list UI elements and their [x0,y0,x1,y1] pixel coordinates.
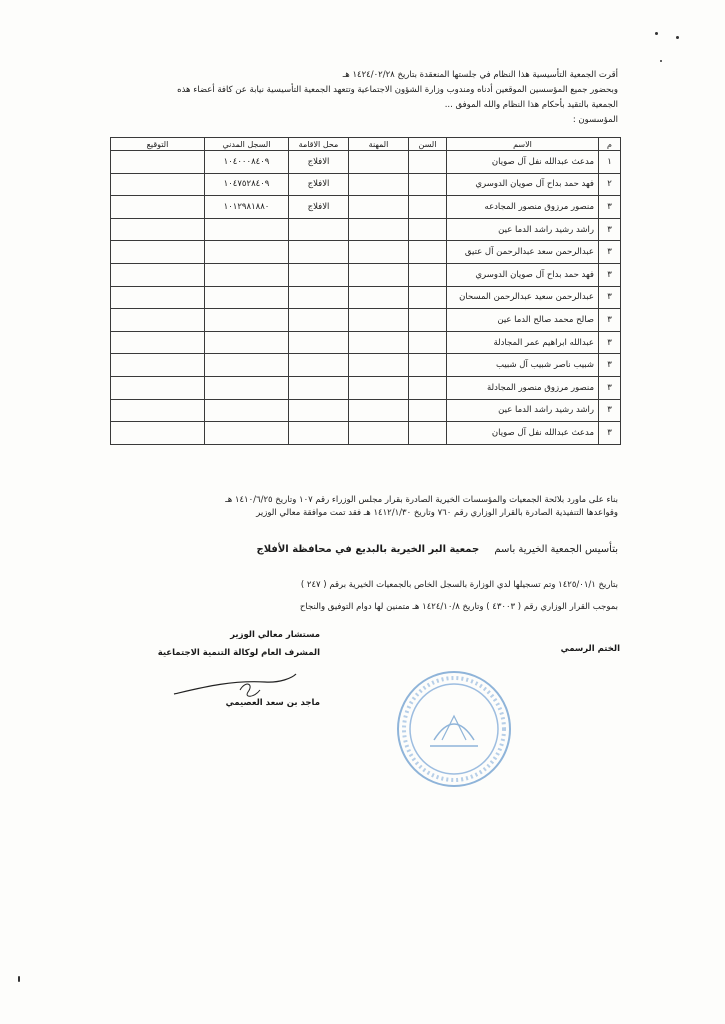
cell-civil-id [205,241,289,264]
table-row [111,399,621,422]
cell-signature [111,309,205,332]
founders-label: المؤسسون : [572,115,618,125]
cell-num: ٣ [599,354,621,377]
cell-job [349,218,409,241]
cell-age [409,354,447,377]
founders-table [110,137,621,445]
signer-name: ماجد بن سعد العصيمي [225,698,320,708]
header-age: السن [409,138,447,151]
cell-num: ٣ [599,399,621,422]
cell-name: منصور مرزوق منصور المجادلة [447,376,599,399]
cell-signature [111,399,205,422]
cell-age [409,173,447,196]
cell-residence [289,286,349,309]
intro-line: الجمعية بالتقيد بأحكام هذا النظام والله الموفق ... [444,100,618,110]
scan-speck [676,36,679,39]
cell-age [409,422,447,445]
cell-job [349,331,409,354]
header-residence: محل الاقامة [289,138,349,151]
cell-civil-id [205,309,289,332]
cell-civil-id [205,376,289,399]
scan-speck [18,976,20,982]
decree-line: بناء على ماورد بلائحة الجمعيات والمؤسسات الخيرية الصادرة بقرار مجلس الوزراء رقم ١٠٧ وتاريخ ١٤١٠/٦/٢٥ هـ [225,495,618,505]
cell-residence [289,263,349,286]
cell-signature [111,173,205,196]
cell-job [349,376,409,399]
cell-civil-id: ١٠٤٧٥٢٨٤٠٩ [205,173,289,196]
cell-name: مدعث عبدالله نفل آل صويان [447,151,599,174]
cell-job [349,173,409,196]
cell-civil-id [205,218,289,241]
cell-residence: الافلاج [289,151,349,174]
cell-signature [111,241,205,264]
cell-name: منصور مرزوق منصور المجادعه [447,196,599,219]
intro-line: وبحضور جميع المؤسسين الموقعين أدناه ومندوب وزارة الشؤون الاجتماعية وتتعهد الجمعية التأسيسية نيابة عن كافة أعضاء هذه [177,85,618,95]
charity-name: جمعية البر الخيرية بالبديع في محافظة الأفلاج [256,544,480,555]
cell-residence [289,399,349,422]
cell-job [349,399,409,422]
table-row [111,422,621,445]
official-seal-stamp [394,668,514,790]
cell-name: عبدالرحمن سعد عبدالرحمن آل عتيق [447,241,599,264]
cell-num: ٣ [599,218,621,241]
cell-age [409,151,447,174]
founding-prefix: بتأسيس الجمعية الخيرية باسم [494,544,618,555]
cell-num: ٣ [599,241,621,264]
cell-name: راشد رشيد راشد الدما عين [447,218,599,241]
cell-num: ٣ [599,286,621,309]
cell-num: ٢ [599,173,621,196]
cell-num: ٣ [599,422,621,445]
cell-num: ١ [599,151,621,174]
official-seal-label: الختم الرسمي [560,644,620,654]
cell-job [349,151,409,174]
intro-paragraph [118,68,618,128]
cell-num: ٣ [599,196,621,219]
table-row [111,354,621,377]
cell-job [349,286,409,309]
founding-line [118,544,618,555]
cell-age [409,331,447,354]
cell-job [349,422,409,445]
cell-civil-id [205,263,289,286]
cell-job [349,263,409,286]
cell-age [409,286,447,309]
cell-name: راشد رشيد راشد الدما عين [447,399,599,422]
cell-age [409,196,447,219]
registration-line: بموجب القرار الوزاري رقم ( ٤٣٠٠٣ ) وتاريخ ١٤٢٤/١٠/٨ هـ متمنين لها دوام التوفيق والنجاح [299,602,618,612]
cell-residence [289,241,349,264]
table-row [111,151,621,174]
decree-paragraph [118,494,618,520]
cell-signature [111,354,205,377]
table-row [111,286,621,309]
cell-num: ٣ [599,263,621,286]
cell-civil-id [205,399,289,422]
signer-title: مستشار معالي الوزير [230,630,320,640]
table-row [111,218,621,241]
cell-name: فهد حمد بداح آل صويان الدوسري [447,263,599,286]
decree-line: وقواعدها التنفيذية الصادرة بالقرار الوزاري رقم ٧٦٠ وتاريخ ١٤١٢/١/٣٠ هـ فقد تمت موافقة معالي الوزير [256,508,618,518]
cell-residence [289,422,349,445]
cell-residence [289,376,349,399]
cell-signature [111,263,205,286]
cell-civil-id [205,286,289,309]
cell-name: صالح محمد صالح الدما عين [447,309,599,332]
table-header-row [111,138,621,151]
intro-line: أقرت الجمعية التأسيسية هذا النظام في جلستها المنعقدة بتاريخ ١٤٢٤/٠٢/٢٨ هـ [342,70,618,80]
handwritten-signature [170,672,300,702]
cell-age [409,376,447,399]
cell-civil-id [205,422,289,445]
scan-speck [655,32,658,35]
cell-residence [289,354,349,377]
registration-line: بتاريخ ١٤٢٥/٠١/١ وتم تسجيلها لدي الوزارة بالسجل الخاص بالجمعيات الخيرية برقم ( ٢٤٧ ) [300,580,618,590]
cell-age [409,309,447,332]
cell-job [349,309,409,332]
cell-civil-id: ١٠١٢٩٨١٨٨٠ [205,196,289,219]
cell-age [409,218,447,241]
header-job: المهنة [349,138,409,151]
cell-age [409,241,447,264]
cell-num: ٣ [599,309,621,332]
signer-role: المشرف العام لوكالة التنمية الاجتماعية [157,648,320,658]
cell-num: ٣ [599,331,621,354]
cell-signature [111,196,205,219]
cell-signature [111,331,205,354]
table-row [111,263,621,286]
header-civil-id: السجل المدني [205,138,289,151]
table-row [111,241,621,264]
table-row [111,309,621,332]
cell-name: عبدالرحمن سعيد عبدالرحمن المسحان [447,286,599,309]
cell-residence [289,309,349,332]
cell-age [409,399,447,422]
table-row [111,173,621,196]
cell-residence [289,331,349,354]
cell-civil-id [205,354,289,377]
cell-job [349,196,409,219]
cell-civil-id [205,331,289,354]
cell-signature [111,218,205,241]
cell-name: فهد حمد بداح آل صويان الدوسري [447,173,599,196]
cell-signature [111,376,205,399]
cell-signature [111,422,205,445]
cell-signature [111,151,205,174]
cell-residence: الافلاج [289,173,349,196]
cell-civil-id: ١٠٤٠٠٠٨٤٠٩ [205,151,289,174]
cell-name: مدعث عبدالله نفل آل صويان [447,422,599,445]
header-signature: التوقيع [111,138,205,151]
cell-signature [111,286,205,309]
cell-job [349,241,409,264]
table-row [111,376,621,399]
header-name: الاسم [447,138,599,151]
cell-name: عبدالله ابراهيم عمر المجادلة [447,331,599,354]
cell-residence [289,218,349,241]
cell-age [409,263,447,286]
cell-num: ٣ [599,376,621,399]
scan-speck [660,60,662,62]
table-row [111,196,621,219]
cell-residence: الافلاج [289,196,349,219]
header-num: م [599,138,621,151]
table-row [111,331,621,354]
cell-job [349,354,409,377]
cell-name: شبيب ناصر شبيب آل شبيب [447,354,599,377]
registration-paragraph [118,574,618,618]
